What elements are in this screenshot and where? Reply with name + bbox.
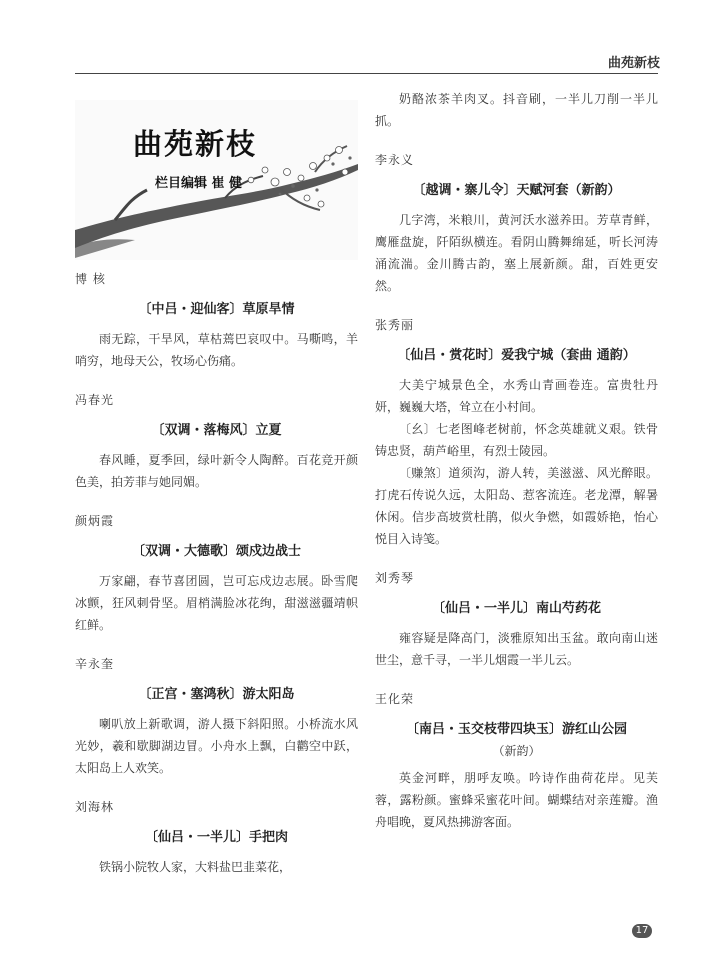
poem-author: 刘海林 — [75, 800, 115, 814]
poem-body — [75, 449, 358, 493]
section-gap — [75, 636, 358, 655]
poem-paragraph: 几字湾，米粮川，黄河沃水滋养田。芳草青鲜，鹰雁盘旋，阡陌纵横连。看阴山腾舞绵延，听长河涛涌流湍。金川腾古韵，塞上展新颜。甜，百姓更安然。 — [375, 213, 658, 293]
poem-body — [375, 767, 658, 833]
poem-author: 王化荣 — [375, 692, 415, 706]
poem-body — [75, 328, 358, 372]
section-gap — [375, 297, 658, 316]
poem-paragraph: 雍容疑是降高门，淡雅原知出玉盆。敢向南山迷世尘，意千寻，一半儿烟霞一半儿云。 — [375, 631, 658, 667]
page-number: 17 — [632, 924, 652, 938]
poem-paragraph: 大美宁城景色全，水秀山青画卷连。富贵牡丹妍，巍巍大塔，耸立在小村间。 — [375, 378, 658, 414]
poem-title: 〔仙吕・一半儿〕南山芍药花 — [431, 601, 601, 616]
poem-body — [375, 627, 658, 671]
poem-body — [375, 88, 658, 132]
poem-paragraph: 雨无踪，干旱风，草枯蔫巴哀叹中。马嘶鸣，羊哨穷，地母天公，牧场心伤痛。 — [75, 332, 358, 368]
poem-title: 〔双调・大德歌〕颂戍边战士 — [131, 544, 301, 559]
poem-body — [75, 856, 358, 878]
poem-piece — [375, 569, 658, 671]
poem-paragraph: 英金河畔，朋呼友唤。吟诗作曲荷花岸。见芙蓉，露粉颜。蜜蜂采蜜花叶间。蝴蝶结对亲莲瓣。渔舟唱晚，夏风热拂游客面。 — [375, 771, 658, 829]
poem-author: 刘秀琴 — [375, 571, 415, 585]
left-column — [75, 270, 358, 878]
poem-subtitle: （新韵） — [492, 744, 541, 758]
poem-piece — [375, 690, 658, 833]
column-banner — [75, 100, 358, 260]
section-gap — [375, 550, 658, 569]
poem-paragraph: 春风睡，夏季回，绿叶新令人陶醉。百花竞开颜色美，拍芳菲与她同媚。 — [75, 453, 358, 489]
poem-title: 〔仙吕・赏花时〕爱我宁城（套曲 通韵） — [397, 348, 636, 363]
poem-piece — [75, 391, 358, 493]
poem-paragraph: 〔赚煞〕道须沟，游人转，美滋滋、风光醉眼。打虎石传说久远，太阳岛、惹客流连。老龙潭，解暑休闲。信步高坡赏杜鹃，似火争燃，如霞娇艳，怡心悦目入诗笺。 — [375, 466, 658, 546]
poem-body — [75, 713, 358, 779]
poem-title: 〔南吕・玉交枝带四块玉〕游红山公园 — [405, 722, 627, 737]
right-column — [375, 88, 658, 833]
poem-title: 〔中吕・迎仙客〕草原旱情 — [138, 302, 295, 317]
poem-piece — [375, 316, 658, 550]
poem-body — [75, 570, 358, 636]
poem-paragraph: 喇叭放上新歌调，游人摄下斜阳照。小桥流水风光妙，羲和歇脚湖边冒。小舟水上飘，白鹳空中跃，太阳岛上人欢笑。 — [75, 717, 358, 775]
poem-title: 〔仙吕・一半儿〕手把肉 — [144, 830, 288, 845]
poem-piece — [75, 655, 358, 779]
poem-author: 李永义 — [375, 153, 415, 167]
poem-title: 〔双调・落梅风〕立夏 — [151, 423, 282, 438]
section-gap — [375, 132, 658, 151]
poem-paragraph: 万家翩，春节喜团圆，岂可忘戍边志展。卧雪爬冰颤，狂风刺骨坚。眉梢满脸冰花绚，甜滋滋疆靖帜红鲜。 — [75, 574, 358, 632]
poem-author: 冯春光 — [75, 393, 115, 407]
poem-author: 博 核 — [75, 272, 106, 286]
section-gap — [75, 493, 358, 512]
poem-author: 颜炳霞 — [75, 514, 115, 528]
header-rule — [75, 73, 658, 74]
poem-body — [375, 374, 658, 550]
section-gap — [75, 372, 358, 391]
banner-title: 曲苑新枝 — [133, 127, 258, 161]
poem-piece — [375, 151, 658, 297]
running-header-title: 曲苑新枝 — [607, 56, 660, 71]
section-gap — [375, 671, 658, 690]
poem-title: 〔越调・寨儿令〕天赋河套（新韵） — [412, 183, 621, 198]
poem-title: 〔正宫・塞鸿秋〕游太阳岛 — [138, 687, 295, 702]
poem-piece — [75, 270, 358, 372]
poem-piece — [75, 512, 358, 636]
poem-author: 辛永奎 — [75, 657, 115, 671]
poem-author: 张秀丽 — [375, 318, 415, 332]
poem-piece — [375, 88, 658, 132]
section-gap — [75, 779, 358, 798]
poem-body — [375, 209, 658, 297]
poem-paragraph: 〔幺〕七老图峰老树前，怀念英雄就义艰。铁骨铸忠贤，葫芦峪里，有烈士陵园。 — [375, 422, 658, 458]
poem-paragraph: 铁锅小院牧人家，大料盐巴韭菜花， — [99, 860, 292, 874]
poem-piece — [75, 798, 358, 878]
poem-paragraph: 奶酪浓茶羊肉叉。抖音刷，一半儿刀削一半儿抓。 — [375, 92, 658, 128]
banner-editor-credit: 栏目编辑 崔 健 — [155, 176, 243, 191]
